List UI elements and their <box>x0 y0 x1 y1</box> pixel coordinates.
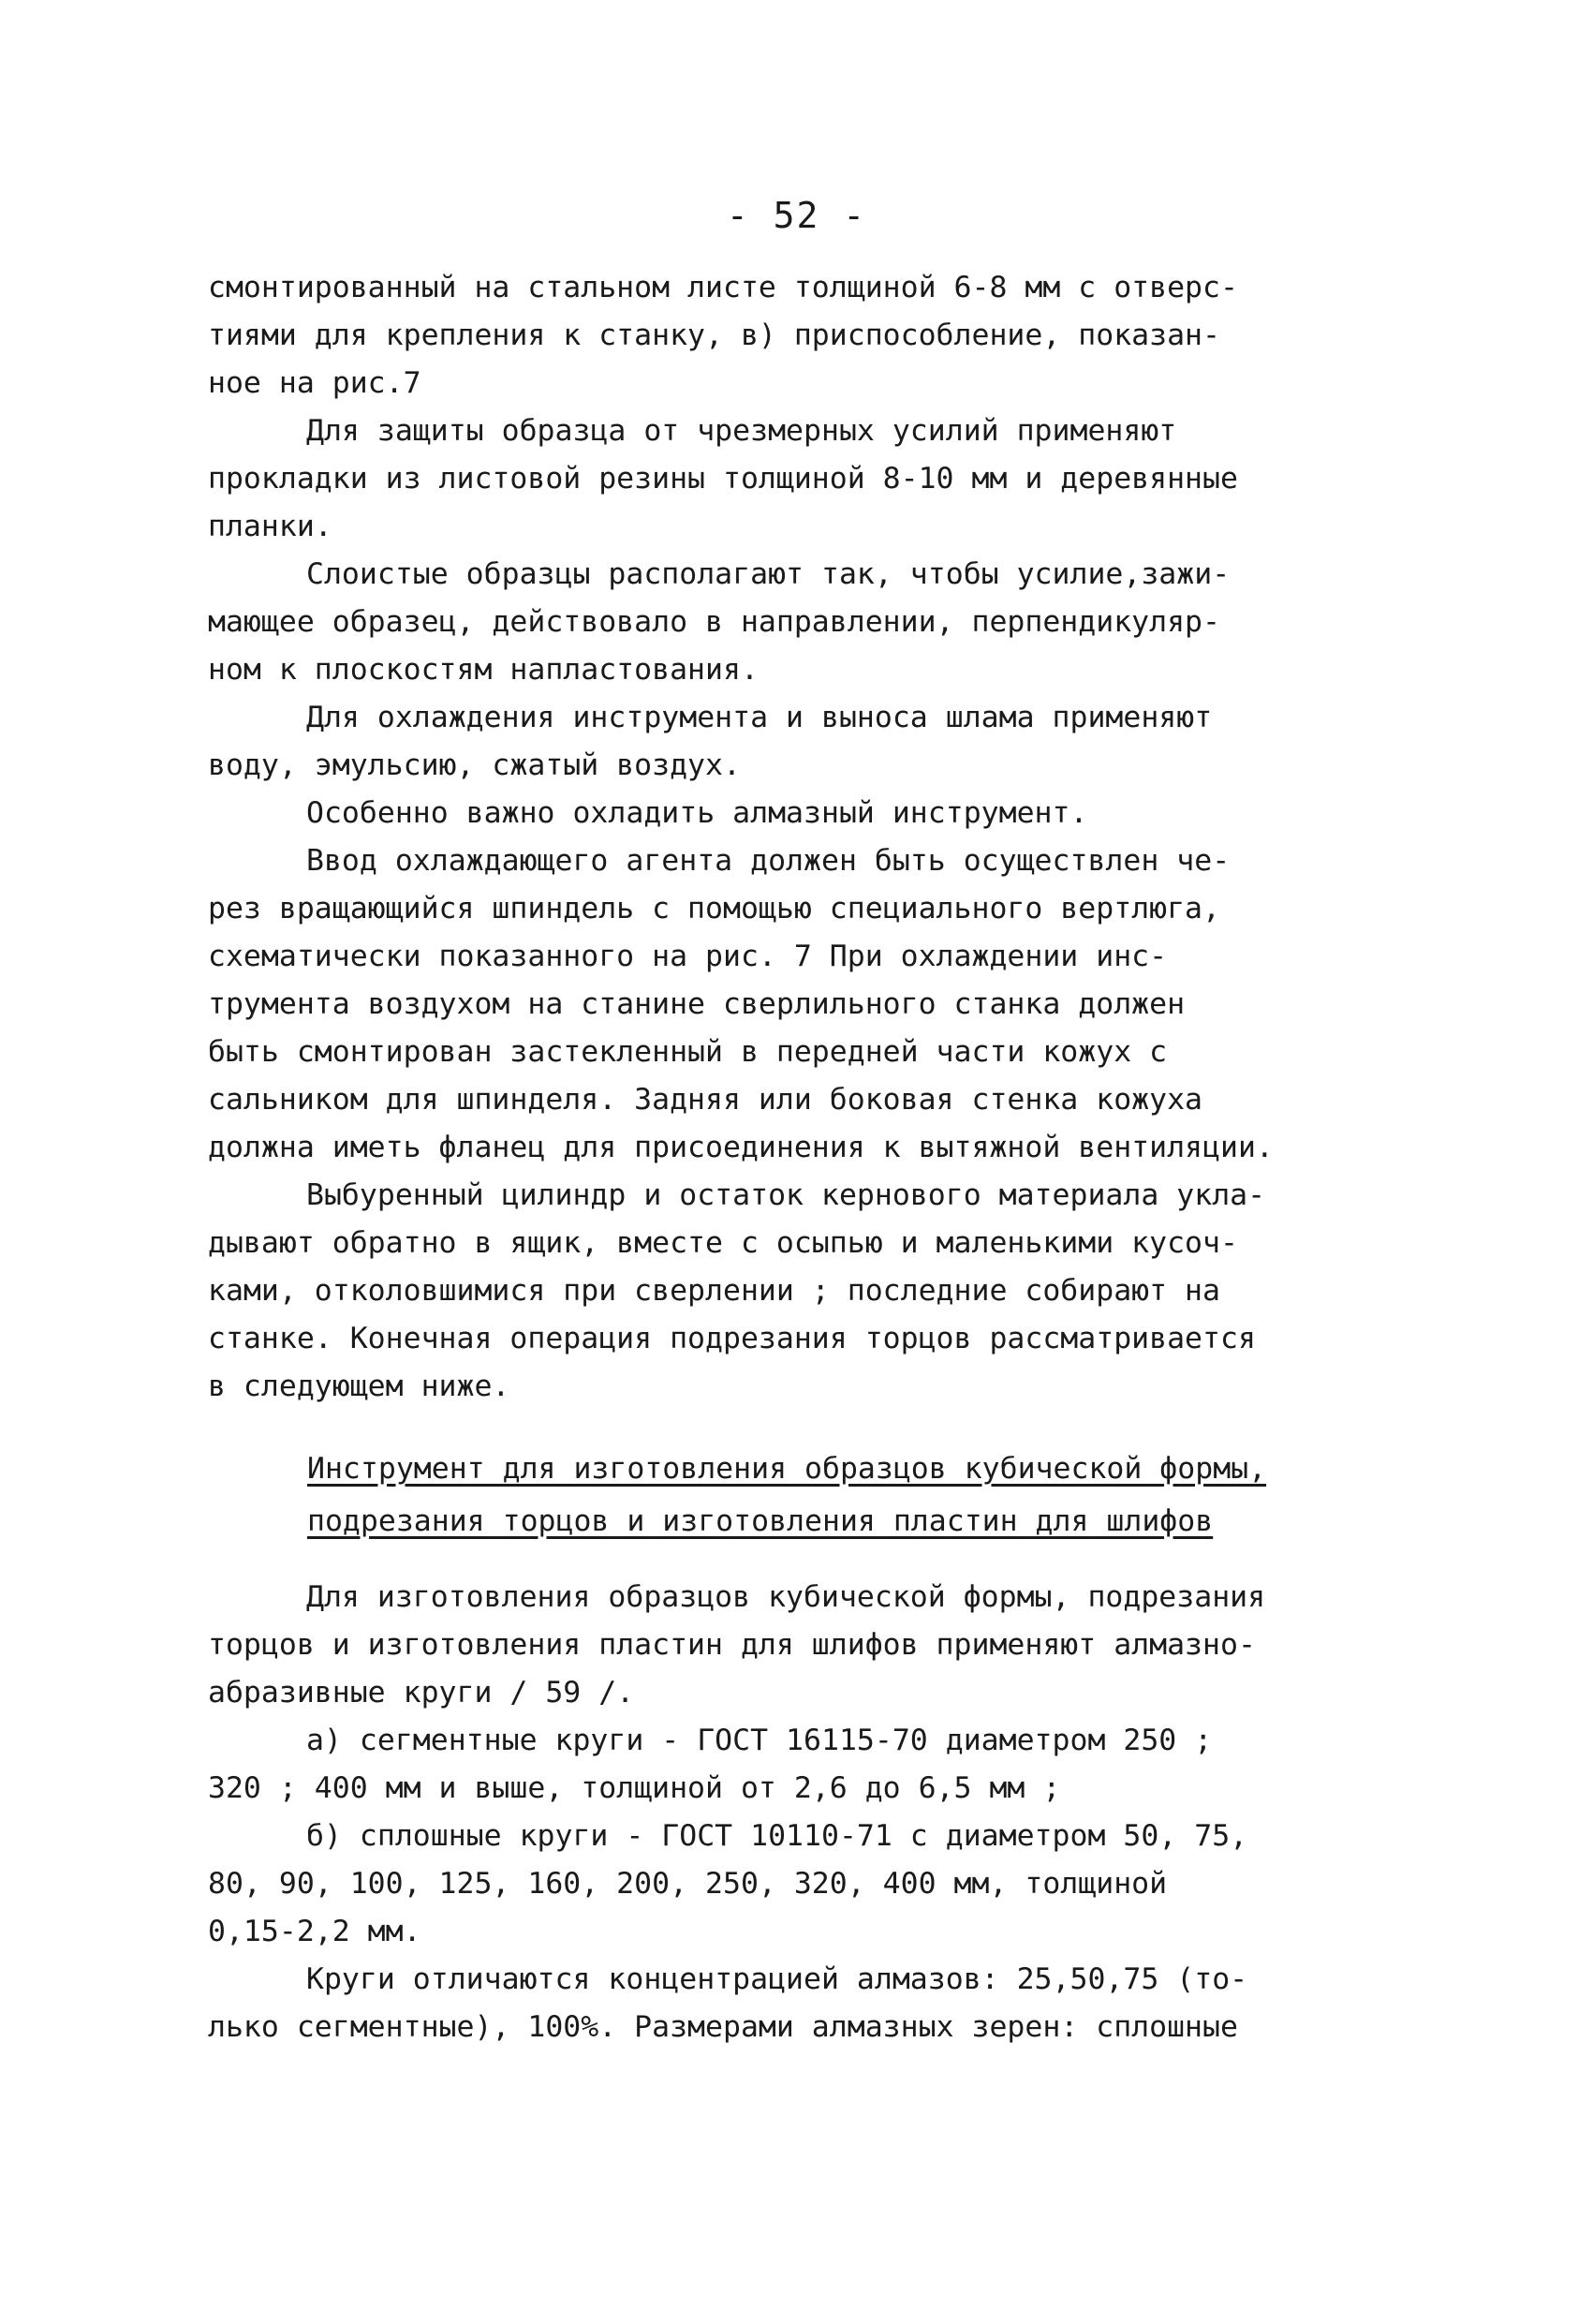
paragraph-block-1 <box>208 264 1407 1411</box>
text-line: мающее образец, действовало в направлении, перпендикуляр- <box>208 605 1220 639</box>
text-line: 320 ; 400 мм и выше, толщиной от 2,6 до 6,5 мм ; <box>208 1771 1061 1805</box>
text-line: в следующем ниже. <box>208 1369 510 1403</box>
text-line: трумента воздухом на станине сверлильного станка должен <box>208 987 1186 1021</box>
text-line: Круги отличаются концентрацией алмазов: 25,50,75 (то- <box>306 1962 1248 1996</box>
text-line: 0,15-2,2 мм. <box>208 1915 421 1948</box>
section-heading <box>307 1443 1412 1547</box>
text-line: абразивные круги / 59 /. <box>208 1676 635 1710</box>
text-line: 80, 90, 100, 125, 160, 200, 250, 320, 400 мм, толщиной <box>208 1867 1168 1901</box>
text-line: а) сегментные круги - ГОСТ 16115-70 диаметром 250 ; <box>306 1724 1213 1757</box>
text-line: Для охлаждения инструмента и выноса шлама применяют <box>306 701 1213 734</box>
text-line: рез вращающийся шпиндель с помощью специального вертлюга, <box>208 892 1220 925</box>
text-line: б) сплошные круги - ГОСТ 10110-71 с диаметром 50, 75, <box>306 1819 1248 1853</box>
heading-line: Инструмент для изготовления образцов кубической формы, <box>307 1452 1267 1486</box>
text-line: Особенно важно охладить алмазный инструмент. <box>306 796 1088 830</box>
text-line: тиями для крепления к станку, в) приспособление, показан- <box>208 318 1220 352</box>
text-line: Для защиты образца от чрезмерных усилий применяют <box>306 414 1177 448</box>
text-line: прокладки из листовой резины толщиной 8-10 мм и деревянные <box>208 462 1238 496</box>
text-line: Слоистые образцы располагают так, чтобы усилие,зажи- <box>306 557 1231 591</box>
text-line: сальником для шпинделя. Задняя или боковая стенка кожуха <box>208 1083 1203 1117</box>
text-line: дывают обратно в ящик, вместе с осыпью и маленькими кусоч- <box>208 1226 1238 1260</box>
text-line: станке. Конечная операция подрезания торцов рассматривается <box>208 1322 1256 1355</box>
text-line: Ввод охлаждающего агента должен быть осуществлен че- <box>306 844 1231 878</box>
text-line: Для изготовления образцов кубической формы, подрезания <box>306 1580 1266 1614</box>
text-line: торцов и изготовления пластин для шлифов применяют алмазно- <box>208 1628 1256 1662</box>
text-line: ном к плоскостям напластования. <box>208 653 759 687</box>
text-line: ное на рис.7 <box>208 366 421 400</box>
text-line: должна иметь фланец для присоединения к вытяжной вентиляции. <box>208 1131 1274 1164</box>
text-line: ками, отколовшимися при сверлении ; последние собирают на <box>208 1274 1220 1308</box>
page-number: - 52 - <box>726 195 867 236</box>
text-line: смонтированный на стальном листе толщиной 6-8 мм с отверс- <box>208 271 1238 304</box>
text-line: планки. <box>208 510 332 543</box>
text-line: Выбуренный цилиндр и остаток кернового материала укла- <box>306 1178 1266 1212</box>
text-line: схематически показанного на рис. 7 При охлаждении инс- <box>208 940 1168 973</box>
text-line: воду, эмульсию, сжатый воздух. <box>208 748 741 782</box>
paragraph-block-2 <box>208 1574 1407 2051</box>
text-line: быть смонтирован застекленный в передней части кожух с <box>208 1035 1168 1069</box>
heading-line: подрезания торцов и изготовления пластин для шлифов <box>307 1504 1214 1538</box>
text-line: лько сегментные), 100%. Размерами алмазных зерен: сплошные <box>208 2010 1238 2044</box>
